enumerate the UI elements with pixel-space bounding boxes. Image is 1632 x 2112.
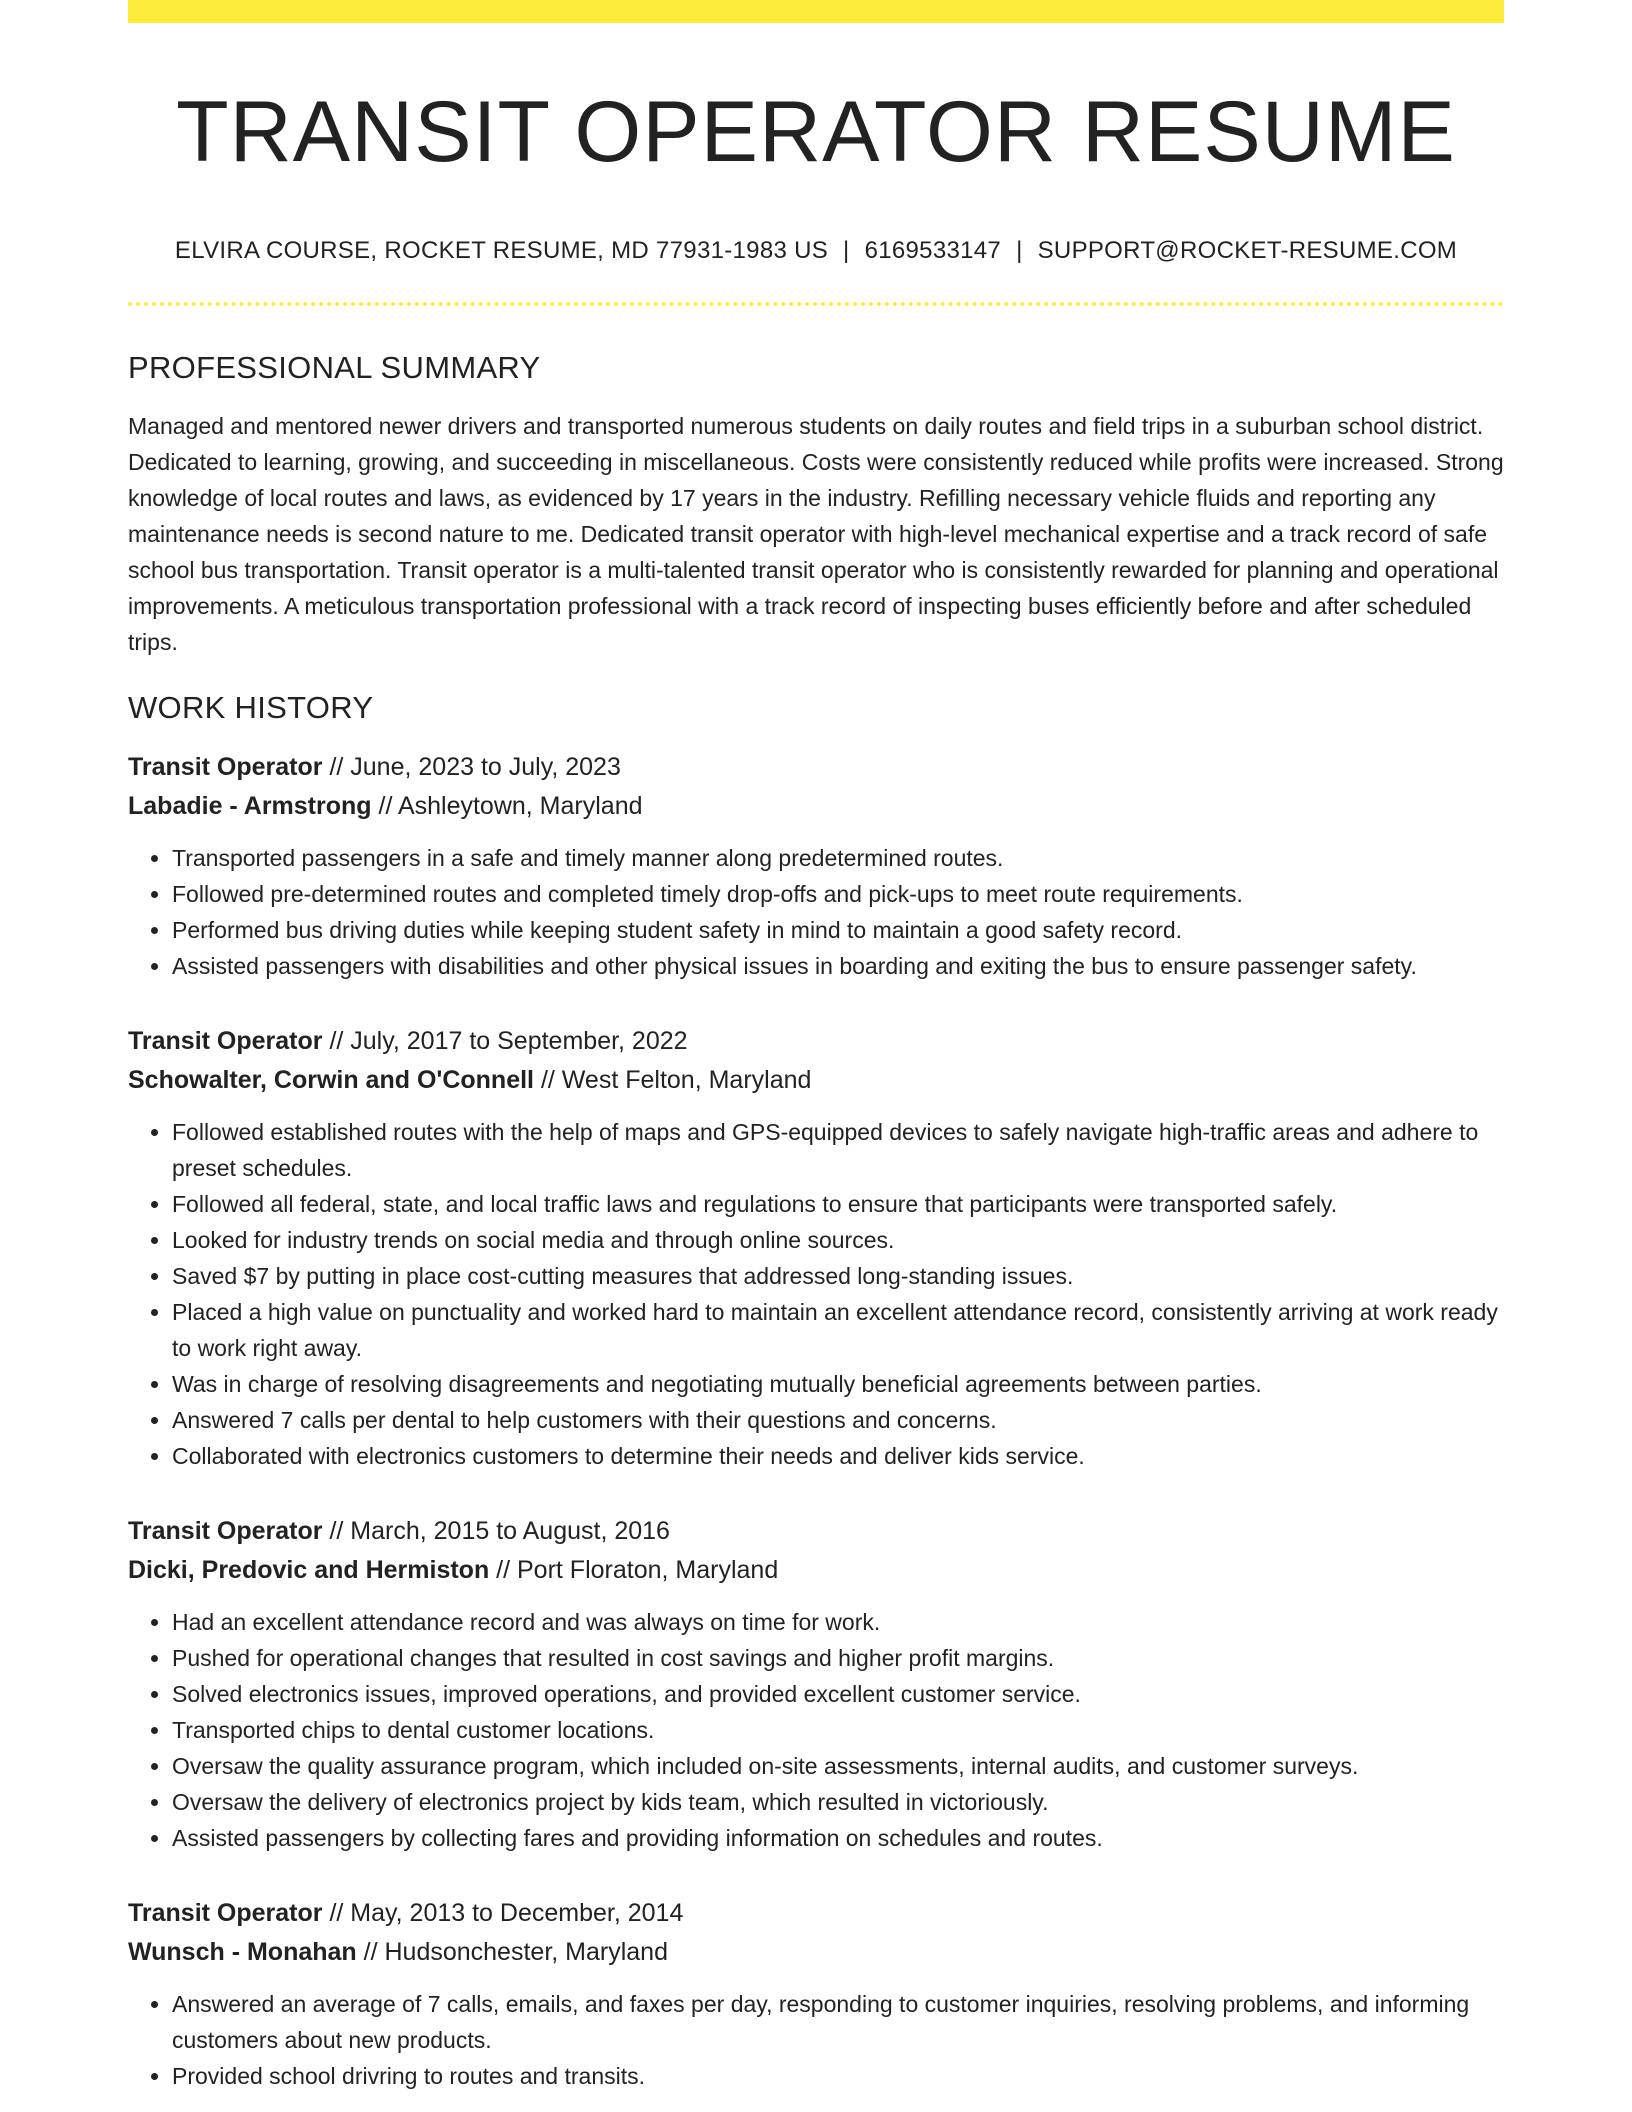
job-bullets xyxy=(128,1986,1504,2094)
job-bullet: • Followed all federal, state, and local traffic laws and regulations to ensure that participants were transported safely. xyxy=(172,1186,1504,1222)
page-title: TRANSIT OPERATOR RESUME xyxy=(176,84,1456,180)
job-title-line xyxy=(128,1894,1504,1933)
job-role: Transit Operator xyxy=(128,1516,323,1545)
job-bullet: • Followed pre-determined routes and completed timely drop-offs and pick-ups to meet route requirements. xyxy=(172,876,1504,912)
contact-address: ELVIRA COURSE, ROCKET RESUME, MD 77931-1983 US xyxy=(174,236,829,264)
job-bullet: • Oversaw the quality assurance program, which included on-site assessments, internal audits, and customer surveys. xyxy=(172,1748,1504,1784)
job-bullet: • Followed established routes with the help of maps and GPS-equipped devices to safely navigate high-traffic areas and adhere to preset schedules. xyxy=(172,1114,1504,1186)
job-bullet: • Oversaw the delivery of electronics project by kids team, which resulted in victoriously. xyxy=(172,1784,1504,1820)
job-bullet: • Saved $7 by putting in place cost-cutting measures that addressed long-standing issues. xyxy=(172,1258,1504,1294)
job-bullet: • Answered an average of 7 calls, emails, and faxes per day, responding to customer inquiries, resolving problems, and informing customers about new products. xyxy=(172,1986,1504,2058)
job-bullet: • Solved electronics issues, improved operations, and provided excellent customer service. xyxy=(172,1676,1504,1712)
job-bullet: • Assisted passengers with disabilities and other physical issues in boarding and exiting the bus to ensure passenger safety. xyxy=(172,948,1504,984)
job-bullets xyxy=(128,1114,1504,1474)
summary-text: Managed and mentored newer drivers and transported numerous students on daily routes and field trips in a suburban school district. Dedicated to learning, growing, and succeeding in miscellaneous. Costs were consistently reduced while profits were increased. Strong knowledge of local routes and laws, as evidenced by 17 years in the industry. Refilling necessary vehicle fluids and reporting any maintenance needs is second nature to me. Dedicated transit operator with high-level mechanical expertise and a track record of safe school bus transportation. Transit operator is a multi-talented transit operator who is consistently rewarded for planning and operational improvements. A meticulous transportation professional with a track record of inspecting buses efficiently before and after scheduled trips. xyxy=(128,412,1504,655)
dotted-divider xyxy=(128,302,1504,306)
job-company: Schowalter, Corwin and O'Connell xyxy=(128,1065,534,1094)
job-dates: // June, 2023 to July, 2023 xyxy=(322,752,621,781)
summary-heading: PROFESSIONAL SUMMARY xyxy=(128,349,541,385)
job-dates: // March, 2015 to August, 2016 xyxy=(322,1516,670,1545)
job-bullet: • Had an excellent attendance record and was always on time for work. xyxy=(172,1604,1504,1640)
job-location: // Port Floraton, Maryland xyxy=(489,1555,779,1584)
contact-separator: | xyxy=(843,236,850,264)
job-bullet: • Looked for industry trends on social media and through online sources. xyxy=(172,1222,1504,1258)
job-location: // West Felton, Maryland xyxy=(534,1065,812,1094)
job-role: Transit Operator xyxy=(128,1898,323,1927)
job-company-line xyxy=(128,1061,1504,1100)
job-title-line xyxy=(128,1512,1504,1551)
job-entry xyxy=(128,1512,1504,1856)
job-bullet: • Transported passengers in a safe and timely manner along predetermined routes. xyxy=(172,840,1504,876)
contact-phone[interactable]: 6169533147 xyxy=(864,236,1002,264)
job-company: Labadie - Armstrong xyxy=(128,791,372,820)
job-bullet: • Provided school drivring to routes and transits. xyxy=(172,2058,1504,2094)
job-company-line xyxy=(128,787,1504,826)
job-bullets xyxy=(128,1604,1504,1856)
job-bullet: • Pushed for operational changes that resulted in cost savings and higher profit margins. xyxy=(172,1640,1504,1676)
job-bullet: • Collaborated with electronics customers to determine their needs and deliver kids service. xyxy=(172,1438,1504,1474)
job-entry xyxy=(128,748,1504,984)
work-history-list xyxy=(128,748,1504,2094)
job-company: Dicki, Predovic and Hermiston xyxy=(128,1555,490,1584)
job-dates: // July, 2017 to September, 2022 xyxy=(322,1026,688,1055)
job-role: Transit Operator xyxy=(128,752,323,781)
job-company-line xyxy=(128,1933,1504,1972)
contact-email[interactable]: SUPPORT@ROCKET-RESUME.COM xyxy=(1037,236,1458,264)
job-company-line xyxy=(128,1551,1504,1590)
contact-line xyxy=(128,237,1504,265)
job-bullet: • Assisted passengers by collecting fares and providing information on schedules and routes. xyxy=(172,1820,1504,1856)
job-location: // Hudsonchester, Maryland xyxy=(356,1937,668,1966)
contact-separator: | xyxy=(1016,236,1023,264)
job-bullet: • Placed a high value on punctuality and worked hard to maintain an excellent attendance record, consistently arriving at work ready to work right away. xyxy=(172,1294,1504,1366)
work-history-heading: WORK HISTORY xyxy=(128,689,374,725)
job-location: // Ashleytown, Maryland xyxy=(371,791,643,820)
job-company: Wunsch - Monahan xyxy=(128,1937,357,1966)
resume-page xyxy=(128,0,1504,2094)
job-bullet: • Transported chips to dental customer locations. xyxy=(172,1712,1504,1748)
job-title-line xyxy=(128,1022,1504,1061)
job-dates: // May, 2013 to December, 2014 xyxy=(322,1898,684,1927)
job-entry xyxy=(128,1022,1504,1474)
job-bullet: • Answered 7 calls per dental to help customers with their questions and concerns. xyxy=(172,1402,1504,1438)
job-bullet: • Was in charge of resolving disagreements and negotiating mutually beneficial agreements between parties. xyxy=(172,1366,1504,1402)
job-bullets xyxy=(128,840,1504,984)
job-bullet: • Performed bus driving duties while keeping student safety in mind to maintain a good safety record. xyxy=(172,912,1504,948)
job-entry xyxy=(128,1894,1504,2094)
job-title-line xyxy=(128,748,1504,787)
top-accent-bar xyxy=(128,0,1504,23)
job-role: Transit Operator xyxy=(128,1026,323,1055)
